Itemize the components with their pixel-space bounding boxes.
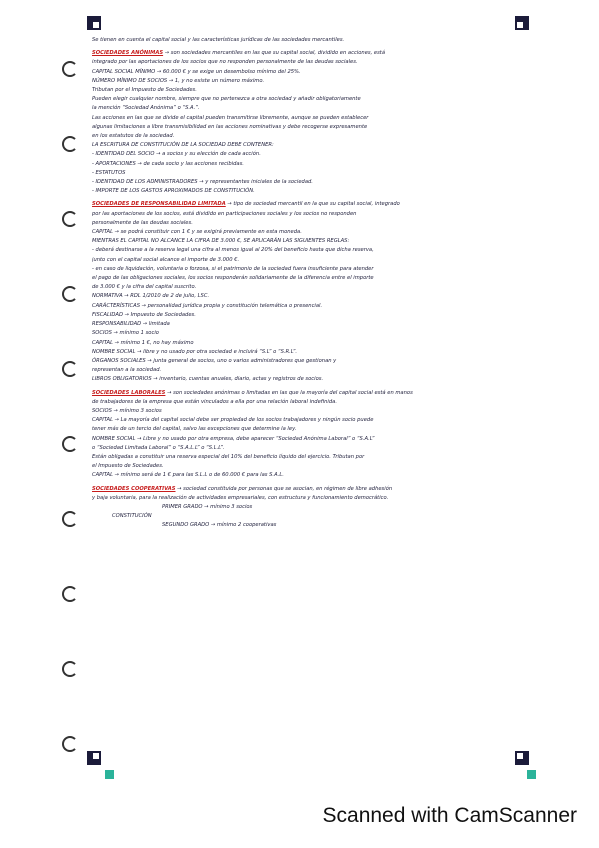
note-line: SEGUNDO GRADO → mínimo 2 cooperativas [162,522,277,529]
note-line: de 3.000 € y la cifra del capital suscrito. [92,284,197,291]
note-line: CAPITAL → se podrá constituir con 1 € y se exigirá previamente en esta moneda. [92,229,302,236]
note-line: NOMBRE SOCIAL → libre y no usado por otra sociedad e incluirá “S.L” o “S.R.L”. [92,348,298,355]
note-line: RESPONSABILIDAD → limitada [92,321,170,328]
note-line: Están obligadas a constituir una reserva especial del 10% del beneficio líquido del ejercicio. Tributan por [92,453,365,460]
note-line: - en caso de liquidación, voluntaria o forzosa, si el patrimonio de la sociedad fuera insuficiente para atender [92,265,374,272]
note-line: y baja voluntaria, para la realización de actividades empresariales, con estructura y funcionamiento democrático. [92,494,389,501]
note-line: - ESTATUTOS [92,169,126,176]
section-title: SOCIEDADES DE RESPONSABILIDAD LIMITADA [92,201,226,208]
note-line: el Impuesto de Sociedades. [92,463,164,470]
note-line: - IDENTIDAD DEL SOCIO → a socios y su elección de cada acción. [92,151,261,158]
note-line: → tipo de sociedad mercantil en la que su capital social, integrado [227,201,400,208]
note-line: algunas limitaciones a libre transmisibilidad en las acciones nominativas y debe recogerse expresamente [92,123,368,130]
note-line: CONSTITUCIÓN [112,513,152,520]
note-line: SOCIOS → mínimo 3 socios [92,407,162,414]
notes-intro: Se tienen en cuenta el capital social y las características jurídicas de las sociedades mercantiles. [92,37,345,43]
note-line: la mención “Sociedad Anónima” o “S.A.”. [92,105,200,112]
note-line: integrado por las aportaciones de los socios que no responden personalmente de las deudas sociales. [92,59,358,66]
binder-hole-icon [62,361,78,377]
note-line: LIBROS OBLIGATORIOS → inventario, cuentas anuales, diario, actas y registros de socios. [92,376,324,383]
note-line: PRIMER GRADO → mínimo 3 socios [162,503,253,510]
corner-marker-bottom-right [515,751,529,765]
note-line: representan a la sociedad. [92,367,162,374]
note-line: o “Sociedad Limitada Laboral” o “S.A.L.L” o “S.L.L”. [92,444,225,451]
binder-hole-icon [62,736,78,752]
note-line: por las aportaciones de los socios, está dividido en participaciones sociales y los socios no responden [92,210,357,217]
section-sociedades-responsabilidad-limitada [92,200,552,209]
section-title: SOCIEDADES COOPERATIVAS [92,485,176,492]
note-line: - APORTACIONES → de cada socio y las acciones recibidas. [92,160,244,167]
note-line: de trabajadores de la empresa que están vinculados a ella por una relación laboral indefinida. [92,398,337,405]
note-line: NORMATIVA → RDL 1/2010 de 2 de julio, LSC. [92,293,210,300]
section-sociedades-cooperativas [92,485,552,494]
note-line: CAPITAL → mínimo 1 €, no hay máximo [92,339,194,346]
note-line: personalmente de las deudas sociales. [92,219,193,226]
note-line: → son sociedades anónimas o limitadas en las que la mayoría del capital social está en manos [167,389,413,396]
binder-hole-icon [62,286,78,302]
corner-marker-bottom-left [87,751,101,765]
note-line: - IMPORTE DE LOS GASTOS APROXIMADOS DE CONSTITUCIÓN. [92,188,255,195]
note-line: FISCALIDAD → Impuesto de Sociedades. [92,311,196,318]
note-line: MIENTRAS EL CAPITAL NO ALCANCE LA CIFRA DE 3.000 €, SE APLICARÁN LAS SIGUIENTES REGLAS: [92,238,350,245]
note-line: CAPITAL → La mayoría del capital social debe ser propiedad de los socios trabajadores y ningún socio puede [92,417,374,424]
green-square-right [527,770,536,779]
corner-marker-top-left [87,16,101,30]
note-line: CAPITAL → mínimo será de 1 € para las S.L.L o de 60.000 € para las S.A.L. [92,472,284,479]
section-sociedades-anonimas [92,49,552,58]
note-line: - IDENTIDAD DE LOS ADMINISTRADORES → y representantes iniciales de la sociedad. [92,179,313,186]
note-line: CARÁCTERÍSTICAS → personalidad jurídica propia y constitución telemática o presencial. [92,302,323,309]
section-title: SOCIEDADES ANÓNIMAS [92,50,164,57]
note-line: → sociedad constituida por personas que se asocian, en régimen de libre adhesión [177,485,393,492]
note-line: Pueden elegir cualquier nombre, siempre que no pertenezca a otra sociedad y añadir obligatoriamente [92,96,361,103]
binder-hole-icon [62,661,78,677]
binder-hole-icon [62,586,78,602]
note-line: Las acciones en las que se divide el capital pueden transmitirse libremente, aunque se pueden establecer [92,114,369,121]
handwritten-notes [92,36,552,531]
note-line: SOCIOS → mínimo 1 socio [92,330,159,337]
binder-hole-icon [62,61,78,77]
binder-hole-icon [62,436,78,452]
note-line: junto con el capital social alcance el importe de 3.000 €. [92,256,240,263]
note-line: NOMBRE SOCIAL → Libre y no usado por otra empresa, debe aparecer “Sociedad Anónima Laboral” o “S.A.L” [92,435,375,442]
corner-marker-top-right [515,16,529,30]
scanner-watermark: Scanned with CamScanner [322,804,577,827]
note-line: tener más de un tercio del capital, salvo las excepciones que determine la ley. [92,426,297,433]
section-sociedades-laborales [92,389,552,398]
note-line: - deberá destinarse a la reserva legal una cifra al menos igual al 20% del beneficio hasta que dicha reserva, [92,247,374,254]
note-line: el pago de las obligaciones sociales, los socios responderán solidariamente de la diferencia entre el importe [92,275,374,282]
note-line: en los estatutos de la sociedad. [92,133,175,140]
note-line: Tributan por el Impuesto de Sociedades. [92,87,197,94]
note-line: → son sociedades mercantiles en las que su capital social, dividido en acciones, está [164,50,386,57]
green-square-left [105,770,114,779]
binder-hole-icon [62,511,78,527]
binder-hole-icon [62,136,78,152]
note-line: NÚMERO MÍNIMO DE SOCIOS → 1, y no existe un número máximo. [92,77,265,84]
binder-hole-icon [62,211,78,227]
section-title: SOCIEDADES LABORALES [92,389,166,396]
note-line: ÓRGANOS SOCIALES → junta general de socios, uno o varios administradores que gestionan y [92,357,337,364]
note-line: CAPITAL SOCIAL MÍNIMO → 60.000 € y se exige un desembolso mínimo del 25%. [92,68,301,75]
note-line: LA ESCRITURA DE CONSTITUCIÓN DE LA SOCIEDAD DEBE CONTENER: [92,142,274,149]
